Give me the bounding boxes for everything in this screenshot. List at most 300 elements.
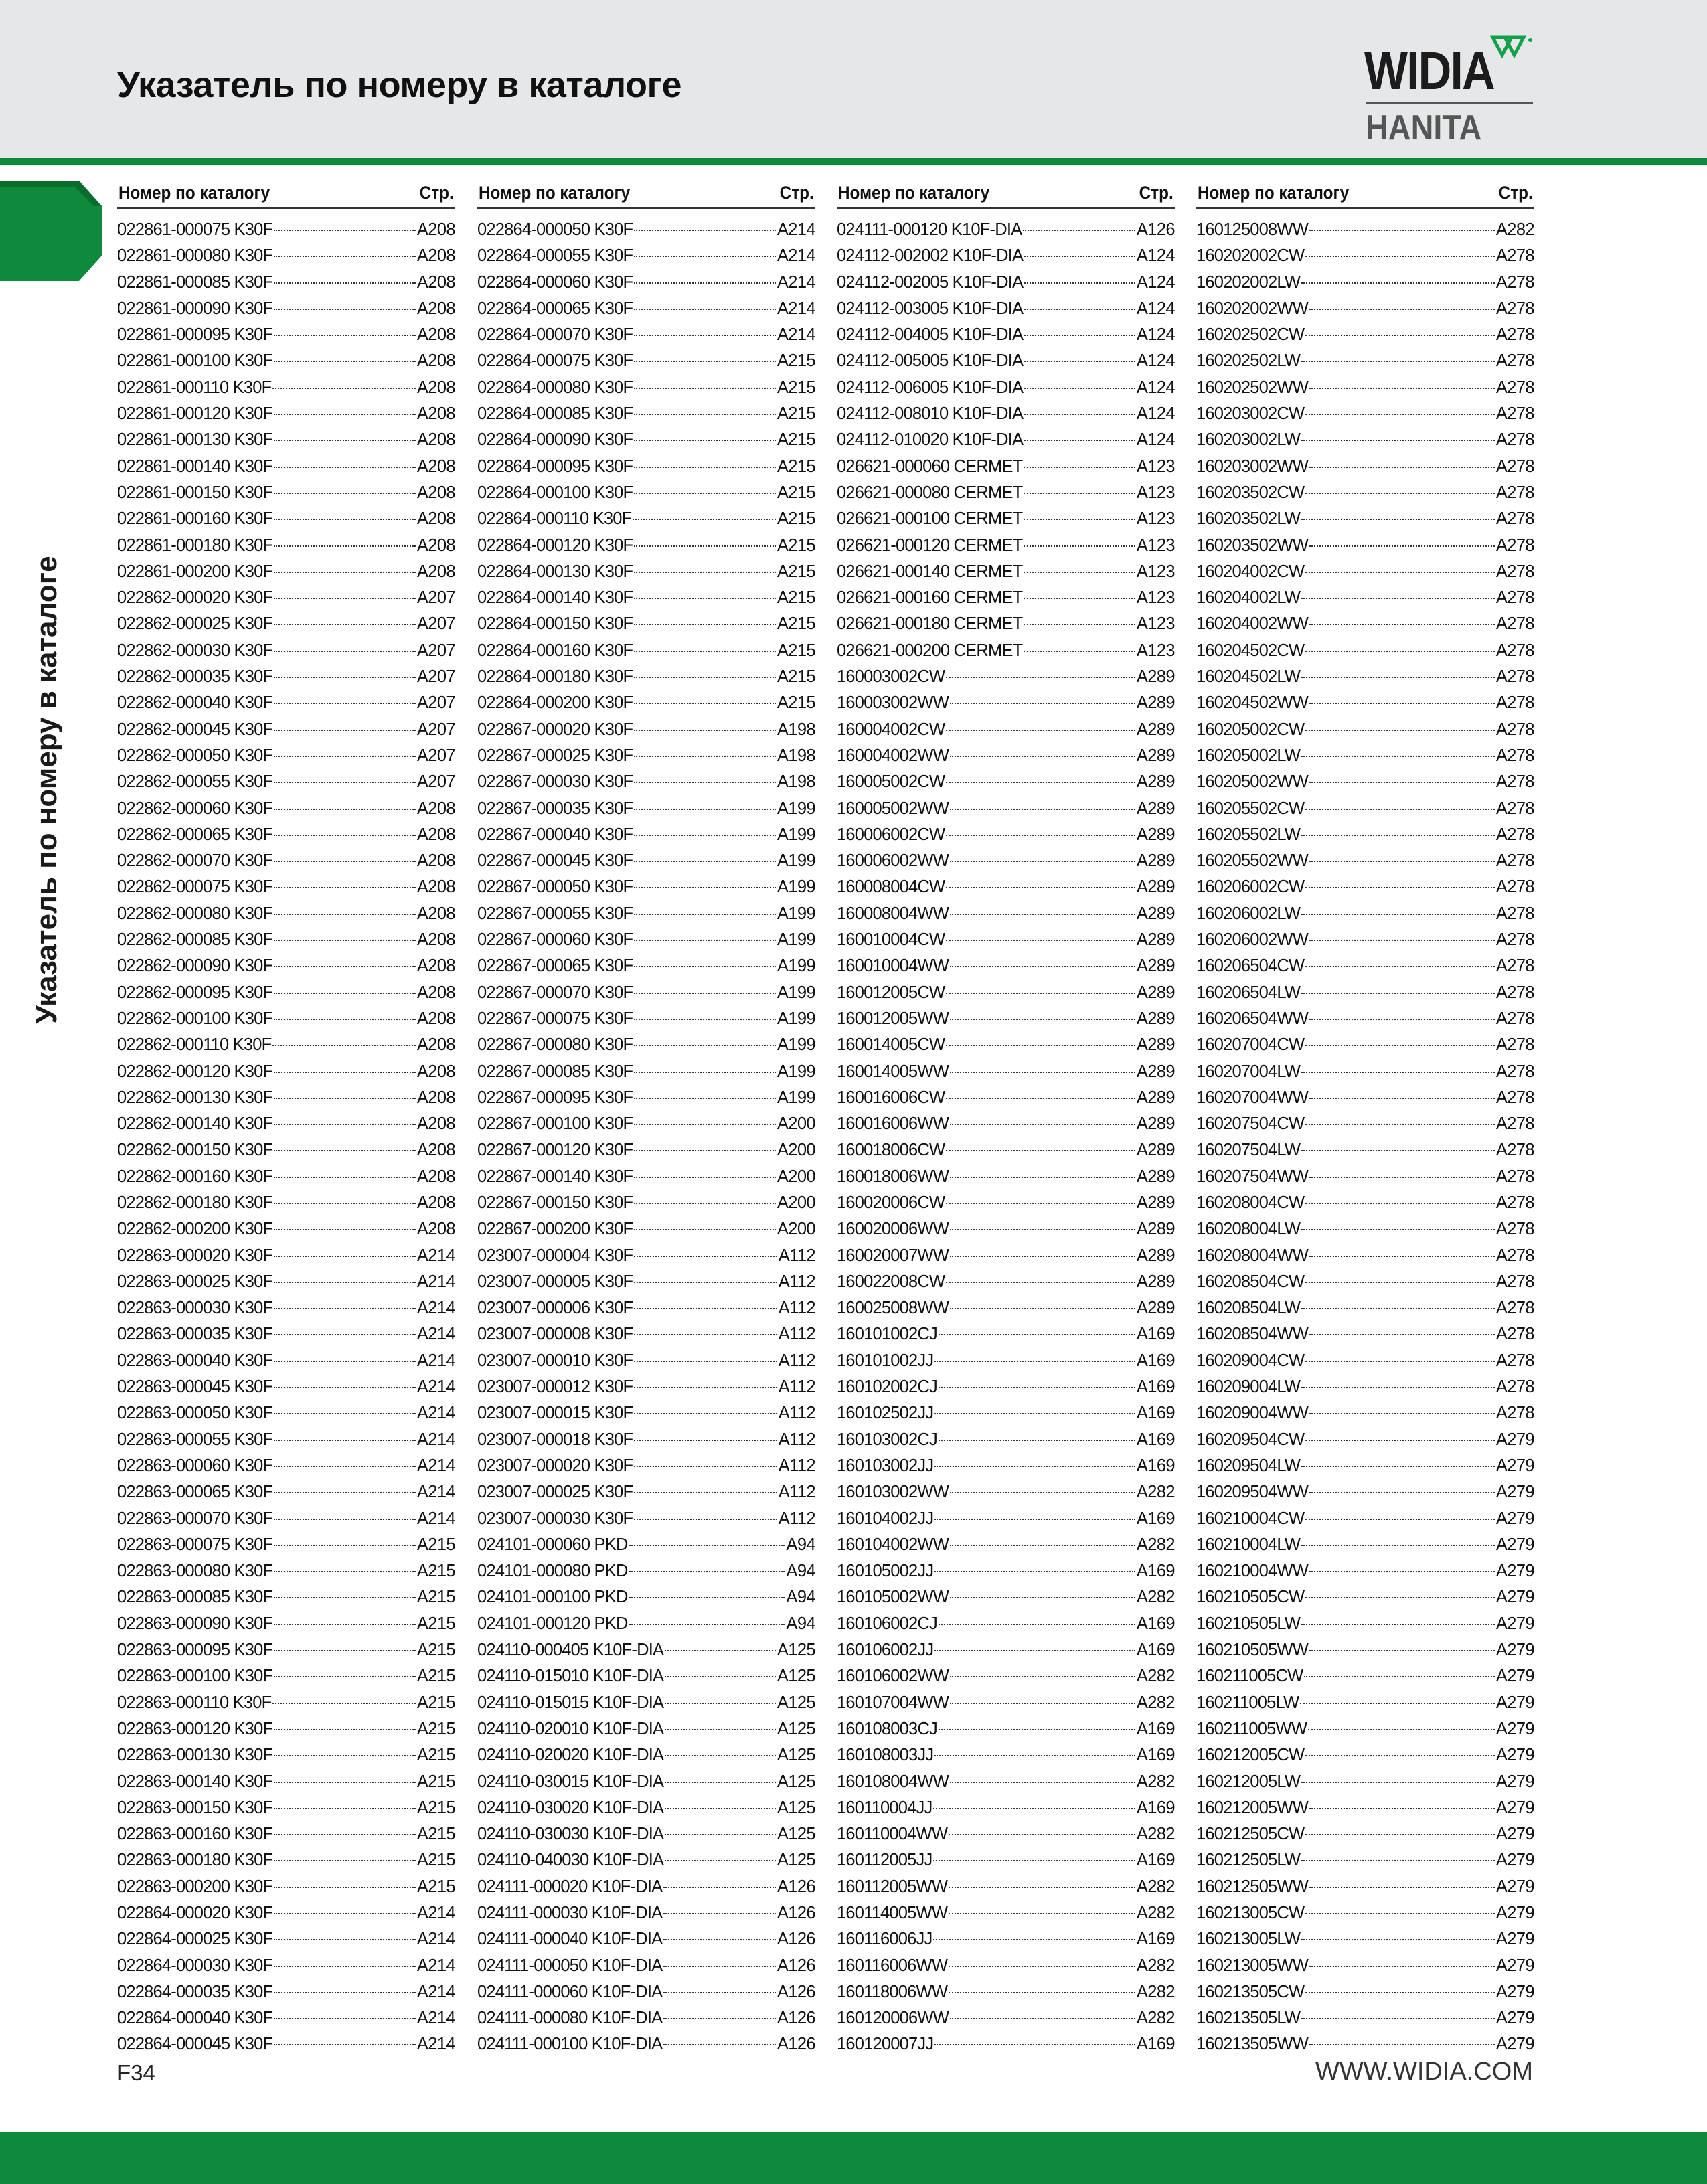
dot-leader: [1309, 861, 1495, 862]
dot-leader: [1305, 1440, 1495, 1441]
index-row: [837, 611, 1175, 637]
index-row: [117, 874, 455, 900]
index-row: [117, 1663, 455, 1689]
page-reference: A112: [778, 1351, 815, 1370]
page-reference: A278: [1495, 483, 1534, 502]
page-reference: A208: [416, 430, 455, 450]
catalog-number: 024110-030015 K10F-DIA: [477, 1772, 664, 1791]
index-row: [1196, 2031, 1534, 2057]
catalog-number: 022867-000150 K30F: [477, 1193, 633, 1212]
index-row: [117, 2005, 455, 2031]
catalog-number: 022863-000180 K30F: [117, 1851, 273, 1870]
index-row: [477, 1243, 815, 1269]
dot-leader: [634, 914, 776, 915]
page-reference: A207: [416, 588, 455, 608]
dot-leader: [1305, 651, 1495, 652]
catalog-number: 022861-000075 K30F: [117, 220, 273, 239]
page-reference: A215: [777, 535, 815, 555]
catalog-number: 022863-000045 K30F: [117, 1377, 273, 1397]
index-row: [477, 1769, 815, 1795]
catalog-number: 024101-000120 PKD: [477, 1614, 628, 1633]
page-reference: A125: [777, 1746, 815, 1765]
catalog-number: 022867-000200 K30F: [477, 1220, 633, 1239]
dot-leader: [946, 730, 1135, 731]
dot-leader: [934, 1519, 1135, 1520]
index-row: [477, 348, 815, 374]
index-row: [477, 559, 815, 585]
index-row: [477, 454, 815, 480]
dot-leader: [949, 1913, 1135, 1914]
page-reference: A208: [416, 1035, 455, 1055]
page-reference: A278: [1495, 588, 1534, 608]
catalog-number: 160213505WW: [1196, 2035, 1308, 2054]
catalog-number: 160211005WW: [1196, 1719, 1307, 1738]
index-row: [837, 322, 1175, 348]
index-row: [477, 769, 815, 795]
dot-leader: [629, 1571, 785, 1572]
dot-leader: [634, 335, 776, 336]
page-reference: A278: [1495, 377, 1534, 397]
dot-leader: [274, 782, 416, 783]
index-row: [117, 1479, 455, 1505]
dot-leader: [934, 1755, 1135, 1756]
catalog-number: 160110004JJ: [837, 1798, 932, 1817]
catalog-number: 160208504WW: [1196, 1325, 1308, 1344]
catalog-number: 022862-000120 K30F: [117, 1062, 273, 1081]
catalog-number: 160202002LW: [1196, 272, 1301, 292]
page-reference: A123: [1136, 588, 1175, 608]
page-reference: A289: [1136, 930, 1175, 950]
page-reference: A278: [1495, 1062, 1534, 1081]
page-reference: A278: [1495, 641, 1534, 660]
index-row: [117, 1558, 455, 1584]
page-reference: A278: [1495, 799, 1534, 818]
page-reference: A199: [777, 930, 815, 950]
index-row: [477, 296, 815, 322]
catalog-number: 160010004CW: [837, 930, 945, 950]
catalog-number: 024110-030030 K10F-DIA: [477, 1825, 664, 1844]
index-row: [117, 1769, 455, 1795]
dot-leader: [274, 1413, 416, 1414]
dot-leader: [272, 388, 415, 389]
catalog-number: 160202002CW: [1196, 246, 1305, 266]
dot-leader: [634, 730, 776, 731]
page-reference: A215: [416, 1772, 455, 1791]
index-row: [837, 1637, 1175, 1663]
page-reference: A278: [1495, 1325, 1534, 1344]
index-row: [117, 927, 455, 953]
catalog-number: 160212505WW: [1196, 1877, 1308, 1896]
header-rule: [0, 158, 1707, 165]
dot-leader: [274, 1650, 416, 1651]
catalog-number: 022867-000120 K30F: [477, 1141, 633, 1160]
index-row: [1196, 822, 1534, 848]
catalog-number: 022867-000065 K30F: [477, 956, 633, 976]
index-row: [117, 1453, 455, 1479]
index-row: [477, 1795, 815, 1821]
page-reference: A278: [1495, 930, 1534, 950]
catalog-number: 160020006WW: [837, 1220, 949, 1239]
index-row: [477, 1032, 815, 1058]
dot-leader: [1024, 282, 1135, 284]
page-reference: A207: [416, 693, 455, 713]
index-row: [117, 664, 455, 690]
dot-leader: [933, 1939, 1135, 1940]
page-reference: A279: [1495, 1746, 1534, 1765]
index-row: [117, 611, 455, 637]
index-row: [117, 1269, 455, 1295]
page-reference: A289: [1136, 1220, 1175, 1239]
catalog-number: 022863-000035 K30F: [117, 1325, 273, 1344]
index-row: [117, 1006, 455, 1032]
page-reference: A282: [1136, 1956, 1175, 1975]
dot-leader: [1301, 1939, 1495, 1940]
widia-hanita-logo: [1364, 35, 1538, 149]
website-link[interactable]: WWW.WIDIA.COM: [1315, 2057, 1533, 2086]
catalog-number: 022862-000025 K30F: [117, 614, 273, 634]
dot-leader: [634, 1413, 777, 1414]
catalog-number: 022864-000080 K30F: [477, 377, 633, 397]
page-reference: A279: [1495, 1535, 1534, 1554]
page-reference: A208: [416, 509, 455, 529]
dot-leader: [274, 1308, 416, 1309]
index-row: [477, 638, 815, 664]
dot-leader: [1301, 440, 1495, 441]
catalog-number: 160203002CW: [1196, 404, 1305, 424]
catalog-number: 024111-000080 K10F-DIA: [477, 2009, 663, 2028]
page-reference: A215: [777, 693, 815, 713]
index-row: [837, 348, 1175, 374]
catalog-number: 023007-000005 K30F: [477, 1272, 633, 1291]
dot-leader: [949, 1887, 1135, 1888]
page-reference: A169: [1136, 1456, 1175, 1475]
page-reference: A289: [1136, 1035, 1175, 1055]
page-reference: A214: [416, 2035, 455, 2054]
catalog-number: 022867-000035 K30F: [477, 799, 633, 818]
page-reference: A278: [1495, 246, 1534, 266]
index-row: [117, 1900, 455, 1926]
catalog-number: 160206504LW: [1196, 983, 1301, 1002]
column-header-number: Номер по каталогу: [479, 183, 631, 203]
catalog-number: 160105002JJ: [837, 1562, 934, 1581]
dot-leader: [1309, 782, 1495, 783]
page-reference: A214: [416, 1272, 455, 1291]
dot-leader: [274, 230, 416, 231]
catalog-number: 160116006JJ: [837, 1930, 932, 1949]
page-reference: A208: [416, 299, 455, 318]
index-row: [1196, 1453, 1534, 1479]
dot-leader: [634, 1150, 776, 1151]
catalog-number: 160205502LW: [1196, 825, 1301, 844]
page-reference: A279: [1495, 1719, 1534, 1738]
page-reference: A208: [416, 325, 455, 345]
page-reference: A279: [1495, 2009, 1534, 2028]
dot-leader: [634, 1466, 777, 1467]
index-row: [117, 506, 455, 532]
page-reference: A214: [777, 220, 815, 239]
page-reference: A278: [1495, 1035, 1534, 1055]
page-reference: A279: [1495, 1641, 1534, 1660]
index-row: [117, 1979, 455, 2005]
catalog-number: 022863-000130 K30F: [117, 1746, 273, 1765]
page-reference: A278: [1495, 272, 1534, 292]
dot-leader: [1305, 730, 1495, 731]
dot-leader: [634, 940, 776, 941]
page-reference: A200: [777, 1141, 815, 1160]
dot-leader: [1024, 256, 1135, 257]
index-row: [837, 1190, 1175, 1216]
page-reference: A278: [1495, 956, 1534, 976]
dot-leader: [274, 545, 416, 547]
catalog-number: 022863-000150 K30F: [117, 1798, 273, 1817]
dot-leader: [1309, 1019, 1495, 1020]
index-row: [477, 243, 815, 269]
page-reference: A199: [777, 1009, 815, 1028]
page-reference: A215: [416, 1798, 455, 1817]
dot-leader: [1309, 1177, 1495, 1178]
dot-leader: [274, 309, 416, 310]
index-row: [477, 1584, 815, 1610]
dot-leader: [950, 966, 1135, 967]
catalog-number: 160114005WW: [837, 1904, 948, 1922]
dot-leader: [1024, 388, 1135, 389]
catalog-number: 160008004CW: [837, 877, 945, 897]
catalog-number: 160012005WW: [837, 1009, 949, 1028]
catalog-number: 022863-000050 K30F: [117, 1404, 273, 1423]
page-reference: A278: [1495, 825, 1534, 844]
catalog-number: 022862-000060 K30F: [117, 799, 273, 818]
index-row: [477, 1427, 815, 1453]
index-row: [837, 638, 1175, 664]
dot-leader: [274, 1729, 416, 1730]
index-row: [1196, 1348, 1534, 1374]
index-row: [477, 1348, 815, 1374]
index-row: [1196, 1085, 1534, 1111]
catalog-number: 160125008WW: [1196, 220, 1308, 239]
page-reference: A215: [777, 456, 815, 476]
dot-leader: [665, 1755, 776, 1756]
page-reference: A279: [1495, 1483, 1534, 1502]
index-row: [1196, 1427, 1534, 1453]
catalog-number: 023007-000010 K30F: [477, 1351, 633, 1370]
index-row: [837, 1716, 1175, 1742]
page-reference: A126: [1136, 220, 1175, 239]
catalog-number: 022863-000055 K30F: [117, 1430, 273, 1449]
dot-leader: [634, 572, 776, 573]
dot-leader: [634, 1361, 777, 1362]
dot-leader: [274, 624, 416, 625]
index-row: [837, 1348, 1175, 1374]
catalog-number: 022867-000020 K30F: [477, 720, 633, 739]
catalog-number: 024101-000100 PKD: [477, 1588, 628, 1607]
page-reference: A278: [1495, 430, 1534, 450]
side-section-label: Указатель по номеру в каталоге: [30, 556, 63, 1024]
dot-leader: [274, 1361, 416, 1362]
catalog-number: 160202502LW: [1196, 351, 1301, 371]
index-row: [837, 1690, 1175, 1716]
catalog-number: 160203002LW: [1196, 430, 1301, 450]
index-row: [1196, 1690, 1534, 1716]
dot-leader: [950, 861, 1135, 862]
page-reference: A112: [778, 1483, 815, 1502]
page-reference: A169: [1136, 2035, 1175, 2054]
page-reference: A289: [1136, 1009, 1175, 1028]
index-row: [1196, 1059, 1534, 1085]
dot-leader: [1301, 1466, 1495, 1467]
index-row: [117, 1742, 455, 1768]
page-reference: A279: [1495, 1982, 1534, 2001]
page-reference: A125: [777, 1641, 815, 1660]
catalog-number: 160108003CJ: [837, 1719, 938, 1738]
page-reference: A124: [1136, 351, 1175, 371]
dot-leader: [950, 1597, 1135, 1598]
catalog-number: 160012005CW: [837, 983, 945, 1002]
catalog-number: 160120007JJ: [837, 2035, 934, 2054]
index-row: [837, 1321, 1175, 1347]
page-reference: A278: [1495, 904, 1534, 923]
page-reference: A289: [1136, 667, 1175, 687]
dot-leader: [634, 467, 776, 468]
catalog-number: 022862-000180 K30F: [117, 1193, 273, 1212]
page-reference: A123: [1136, 509, 1175, 529]
catalog-number: 024101-000080 PKD: [477, 1562, 628, 1581]
index-row: [837, 533, 1175, 559]
dot-leader: [274, 361, 416, 362]
index-row: [1196, 1032, 1534, 1058]
dot-leader: [634, 388, 776, 389]
page-reference: A169: [1136, 1614, 1175, 1633]
dot-leader: [274, 1203, 416, 1204]
catalog-number: 022862-000070 K30F: [117, 851, 273, 871]
catalog-number: 160112005WW: [837, 1877, 948, 1896]
catalog-number: 022861-000180 K30F: [117, 535, 273, 555]
catalog-number: 160209504WW: [1196, 1483, 1308, 1502]
dot-leader: [1305, 572, 1495, 573]
dot-leader: [634, 1387, 777, 1388]
page-reference: A278: [1495, 1220, 1534, 1239]
index-row: [477, 506, 815, 532]
page-reference: A124: [1136, 430, 1175, 450]
index-row: [1196, 559, 1534, 585]
index-row: [1196, 611, 1534, 637]
catalog-number: 160102502JJ: [837, 1404, 934, 1423]
dot-leader: [946, 940, 1135, 941]
index-row: [1196, 874, 1534, 900]
catalog-number: 160103002WW: [837, 1483, 949, 1502]
index-row: [477, 2005, 815, 2031]
dot-leader: [274, 1860, 416, 1861]
page-reference: A112: [778, 1404, 815, 1423]
page-reference: A214: [416, 1456, 455, 1475]
catalog-number: 160209504CW: [1196, 1430, 1305, 1449]
page-reference: A214: [777, 272, 815, 292]
dot-leader: [1309, 2044, 1495, 2045]
page-reference: A278: [1495, 772, 1534, 792]
catalog-number: 024110-000405 K10F-DIA: [477, 1641, 664, 1660]
catalog-number: 022867-000070 K30F: [477, 983, 633, 1002]
dot-leader: [933, 1808, 1135, 1809]
index-row: [1196, 980, 1534, 1006]
index-row: [477, 1953, 815, 1979]
catalog-number: 022862-000065 K30F: [117, 825, 273, 844]
logo-triangle-icon: [1489, 35, 1536, 75]
catalog-number: 022862-000140 K30F: [117, 1114, 273, 1134]
catalog-number: 022862-000030 K30F: [117, 641, 273, 660]
index-row: [1196, 270, 1534, 296]
index-row: [1196, 1847, 1534, 1873]
index-row: [837, 2005, 1175, 2031]
index-row: [477, 927, 815, 953]
catalog-number: 160213005LW: [1196, 1930, 1301, 1949]
catalog-number: 024112-006005 K10F-DIA: [837, 377, 1024, 397]
catalog-number: 022867-000085 K30F: [477, 1062, 633, 1081]
dot-leader: [1301, 1308, 1495, 1309]
index-row: [477, 1847, 815, 1873]
catalog-number: 023007-000012 K30F: [477, 1377, 633, 1397]
dot-leader: [274, 1072, 416, 1073]
catalog-number: 023007-000008 K30F: [477, 1325, 633, 1344]
catalog-number: 160208504LW: [1196, 1298, 1301, 1318]
page-reference: A215: [416, 1535, 455, 1554]
page-reference: A169: [1136, 1404, 1175, 1423]
page-reference: A112: [778, 1509, 815, 1528]
index-row: [117, 1164, 455, 1190]
dot-leader: [665, 1729, 776, 1730]
index-rows: [477, 217, 815, 2058]
page-reference: A279: [1495, 1772, 1534, 1791]
index-row: [837, 980, 1175, 1006]
catalog-number: 160208004CW: [1196, 1193, 1305, 1212]
dot-leader: [634, 1308, 777, 1309]
index-row: [1196, 401, 1534, 427]
index-row: [117, 901, 455, 927]
index-row: [837, 1243, 1175, 1269]
catalog-number: 160203002WW: [1196, 456, 1308, 476]
catalog-number: 022862-000045 K30F: [117, 720, 273, 739]
page-reference: A207: [416, 614, 455, 634]
dot-leader: [274, 282, 416, 284]
index-row: [477, 1926, 815, 1952]
page-reference: A279: [1495, 1430, 1534, 1449]
page-reference: A282: [1136, 1904, 1175, 1922]
page-reference: A215: [777, 509, 815, 529]
index-row: [837, 1611, 1175, 1637]
catalog-number: 160213505LW: [1196, 2009, 1301, 2028]
catalog-number: 022863-000140 K30F: [117, 1772, 273, 1791]
page-reference: A123: [1136, 535, 1175, 555]
catalog-number: 024112-003005 K10F-DIA: [837, 299, 1024, 318]
page-reference: A208: [416, 535, 455, 555]
catalog-number: 160116006WW: [837, 1956, 948, 1975]
dot-leader: [665, 1860, 776, 1861]
dot-leader: [274, 1571, 416, 1572]
index-row: [1196, 1611, 1534, 1637]
dot-leader: [663, 1887, 776, 1888]
catalog-number: 026621-000200 CERMET: [837, 641, 1023, 660]
page-reference: A124: [1136, 377, 1175, 397]
dot-leader: [1301, 282, 1495, 284]
catalog-number: 160204502WW: [1196, 693, 1308, 713]
index-row: [477, 1900, 815, 1926]
catalog-number: 022862-000020 K30F: [117, 588, 273, 608]
page-reference: A289: [1136, 746, 1175, 765]
index-row: [1196, 927, 1534, 953]
page-reference: A215: [777, 562, 815, 581]
index-row: [117, 559, 455, 585]
index-row: [117, 217, 455, 243]
page-reference: A278: [1495, 1246, 1534, 1265]
page-reference: A215: [777, 377, 815, 397]
